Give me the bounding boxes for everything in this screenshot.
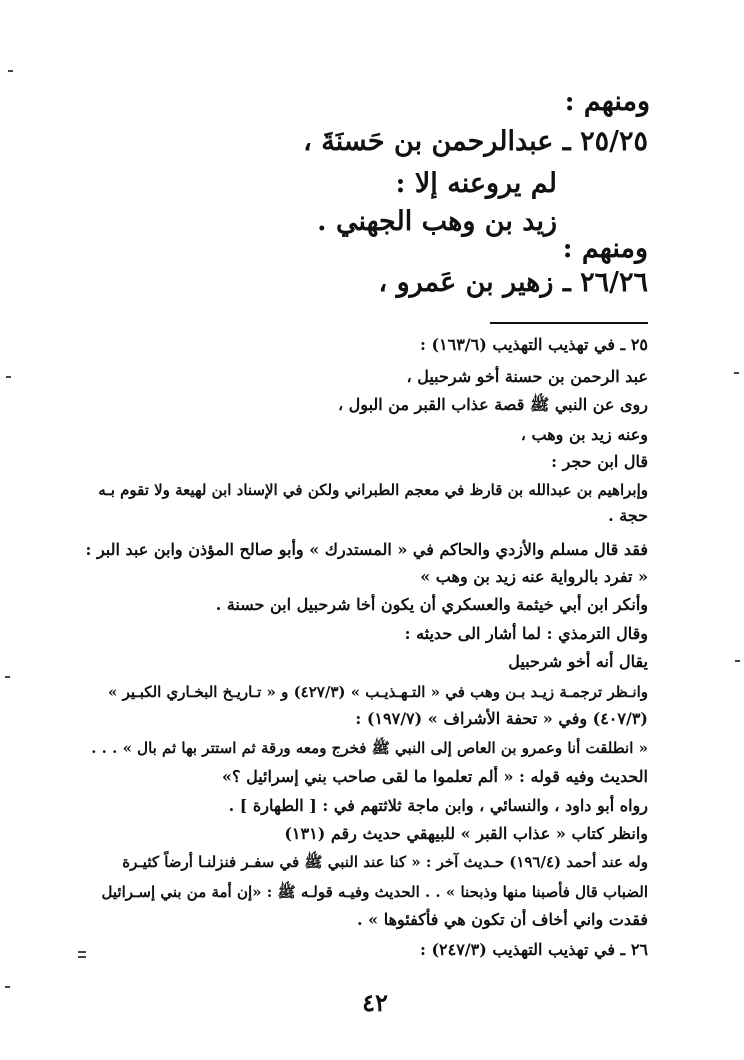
footnote-line: وله عند أحمد (١٩٦/٤) حـديث آخر : « كنا عند النبي ﷺ في سفـر فنزلنـا أرضاً كثيـرة: [122, 853, 648, 871]
footnote-line: حجة .: [608, 506, 648, 525]
main-line-5: ومنهم :: [562, 233, 648, 264]
footnote-line: عبد الرحمن بن حسنة أخو شرحبيل ،: [406, 367, 648, 386]
scan-mark: [78, 956, 86, 958]
footnote-line: الضباب قال فأصبنا منها وذبحنا » . . الحديث وفيـه قولـه ﷺ : «إن أمة من بني إسـرائيل: [101, 883, 648, 901]
scan-mark: [8, 70, 13, 72]
footnote-line: فقدت واني أخاف أن تكون هي فأكفئوها » .: [356, 910, 648, 929]
scan-mark: [6, 376, 11, 378]
main-line-2: ٢٥/٢٥ ـ عبدالرحمن بن حَسنَةَ ،: [303, 126, 648, 157]
footnote-line: وانـظر ترجمـة زيـد بـن وهب في « التـهـذيـب » (٤٢٧/٣) و « تـاريـخ البخـاري الكبـير »: [107, 683, 648, 701]
footnote-line: ٢٦ ـ في تهذيب التهذيب (٢٤٧/٣) :: [419, 940, 648, 959]
page-number: ٤٢: [362, 988, 388, 1017]
footnote-line: ٢٥ ـ في تهذيب التهذيب (١٦٣/٦) :: [419, 335, 648, 354]
footnote-line: الحديث وفيه قوله : « ألم تعلموا ما لقى صاحب بني إسرائيل ؟»: [222, 767, 648, 786]
main-line-4: زيد بن وهب الجهني .: [317, 206, 557, 237]
footnote-line: روى عن النبي ﷺ قصة عذاب القبر من البول ،: [337, 395, 648, 414]
scan-mark: [78, 951, 86, 953]
footnote-line: يقال أنه أخو شرحبيل: [508, 652, 648, 671]
footnote-line: وعنه زيد بن وهب ،: [520, 425, 648, 444]
footnote-line: وقال الترمذي : لما أشار الى حديثه :: [404, 624, 648, 643]
footnote-line: قال ابن حجر :: [551, 452, 648, 471]
footnote-separator: [490, 322, 648, 324]
scan-mark: [735, 660, 740, 662]
footnote-line: رواه أبو داود ، والنسائي ، وابن ماجة ثلاثتهم في : [ الطهارة ] .: [228, 796, 648, 815]
footnote-line: وأنكر ابن أبي خيثمة والعسكري أن يكون أخا شرحبيل ابن حسنة .: [215, 595, 648, 614]
footnote-line: « تفرد بالرواية عنه زيد بن وهب »: [420, 567, 648, 586]
footnote-line: « انطلقت أنا وعمرو بن العاص إلى النبي ﷺ فخرج ومعه ورقة ثم استتر بها ثم بال » . . .: [91, 739, 648, 757]
scan-mark: [5, 986, 10, 988]
footnote-line: وإبراهيم بن عبدالله بن قارظ في معجم الطبراني ولكن في الإسناد ابن لهيعة ولا تقوم بـه: [98, 481, 648, 499]
main-line-1: ومنهم :: [564, 86, 650, 117]
footnote-line: (٤٠٧/٣) وفي « تحفة الأشراف » (١٩٧/٧) :: [355, 709, 648, 728]
scan-mark: [5, 676, 10, 678]
main-line-3: لم يروعنه إلا :: [395, 168, 557, 199]
scan-mark: [734, 372, 739, 374]
footnote-line: وانظر كتاب « عذاب القبر » للبيهقي حديث رقم (١٣١): [284, 824, 648, 843]
main-line-6: ٢٦/٢٦ ـ زهير بن عَمرو ،: [378, 267, 648, 298]
footnote-line: فقد قال مسلم والأزدي والحاكم في « المستدرك » وأبو صالح المؤذن وابن عبد البر :: [85, 540, 648, 559]
